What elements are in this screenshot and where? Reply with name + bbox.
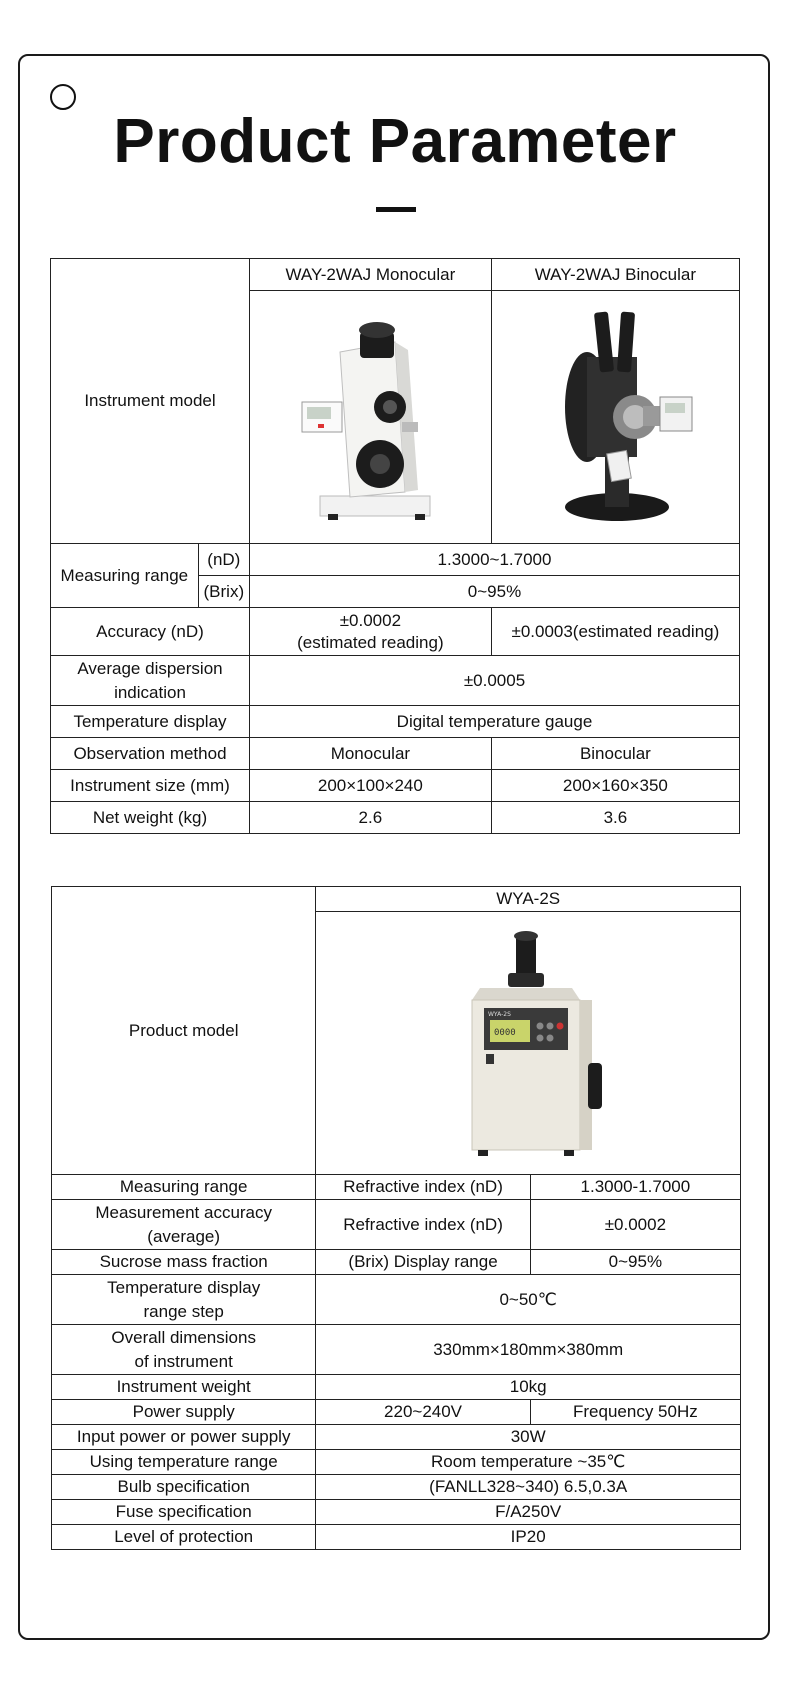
fuse-specification-label: Fuse specification (52, 1500, 316, 1525)
spec-table-wya-2s (51, 886, 741, 1550)
temperature-step-label-line1: Temperature display (107, 1277, 261, 1297)
measurement-accuracy-label-line2: (average) (147, 1226, 221, 1246)
accuracy-monocular-line1: ±0.0002 (339, 610, 402, 630)
device-screen-label: WYA-2S (488, 1011, 512, 1018)
accuracy-label: Accuracy (nD) (51, 608, 250, 656)
net-weight-binocular: 3.6 (491, 802, 739, 834)
instrument-weight-label: Instrument weight (52, 1375, 316, 1400)
observation-method-label: Observation method (51, 738, 250, 770)
dimensions-label-line2: of instrument (134, 1351, 233, 1371)
net-weight-label: Net weight (kg) (51, 802, 250, 834)
measurement-accuracy-value: ±0.0002 (530, 1200, 740, 1250)
measuring-range-brix-unit: (Brix) (198, 576, 249, 608)
model-header-monocular: WAY-2WAJ Monocular (249, 259, 491, 291)
dispersion-value: ±0.0005 (249, 656, 739, 706)
binocular-image-cell (491, 291, 739, 544)
temperature-step-label-line2: range step (143, 1301, 224, 1321)
bulb-specification-label: Bulb specification (52, 1475, 316, 1500)
instrument-weight-value: 10kg (316, 1375, 741, 1400)
title-underline (376, 207, 416, 212)
dimensions-value: 330mm×180mm×380mm (316, 1325, 741, 1375)
temperature-display-label: Temperature display (51, 706, 250, 738)
accuracy-binocular: ±0.0003(estimated reading) (491, 608, 739, 656)
product-model-label: Product model (52, 887, 316, 1175)
instrument-model-label: Instrument model (51, 259, 250, 544)
device-display-value: 0000 (494, 1028, 516, 1038)
measuring-range-label: Measuring range (52, 1175, 316, 1200)
temperature-range-label: Using temperature range (52, 1450, 316, 1475)
monocular-image-cell (249, 291, 491, 544)
measurement-accuracy-label (52, 1200, 316, 1250)
input-power-label: Input power or power supply (52, 1425, 316, 1450)
bulb-specification-value: (FANLL328~340) 6.5,0.3A (316, 1475, 741, 1500)
measuring-range-nd-value: 1.3000~1.7000 (249, 544, 739, 576)
power-supply-label: Power supply (52, 1400, 316, 1425)
digital-refractometer-image (428, 918, 628, 1168)
sucrose-type: (Brix) Display range (316, 1250, 530, 1275)
measuring-range-type: Refractive index (nD) (316, 1175, 530, 1200)
spec-table-way-2waj (50, 258, 740, 834)
temperature-display-value: Digital temperature gauge (249, 706, 739, 738)
instrument-size-label: Instrument size (mm) (51, 770, 250, 802)
accuracy-monocular-line2: (estimated reading) (297, 632, 444, 652)
net-weight-monocular: 2.6 (249, 802, 491, 834)
measuring-range-nd-unit: (nD) (198, 544, 249, 576)
dispersion-label (51, 656, 250, 706)
accuracy-monocular (249, 608, 491, 656)
binocular-refractometer-image (525, 302, 705, 532)
instrument-size-binocular: 200×160×350 (491, 770, 739, 802)
wya-2s-image-cell (316, 912, 741, 1175)
protection-level-label: Level of protection (52, 1525, 316, 1550)
sucrose-label: Sucrose mass fraction (52, 1250, 316, 1275)
protection-level-value: IP20 (316, 1525, 741, 1550)
dimensions-label (52, 1325, 316, 1375)
measuring-range-brix-value: 0~95% (249, 576, 739, 608)
sucrose-value: 0~95% (530, 1250, 740, 1275)
dispersion-label-line1: Average dispersion (77, 658, 223, 678)
dimensions-label-line1: Overall dimensions (111, 1327, 256, 1347)
power-supply-voltage: 220~240V (316, 1400, 530, 1425)
dispersion-label-line2: indication (114, 682, 186, 702)
monocular-refractometer-image (280, 302, 460, 532)
observation-binocular: Binocular (491, 738, 739, 770)
model-header-binocular: WAY-2WAJ Binocular (491, 259, 739, 291)
temperature-step-label (52, 1275, 316, 1325)
page-title: Product Parameter (113, 107, 677, 176)
fuse-specification-value: F/A250V (316, 1500, 741, 1525)
instrument-size-monocular: 200×100×240 (249, 770, 491, 802)
power-supply-frequency: Frequency 50Hz (530, 1400, 740, 1425)
measurement-accuracy-label-line1: Measurement accuracy (95, 1202, 273, 1222)
measuring-range-value: 1.3000-1.7000 (530, 1175, 740, 1200)
temperature-step-value: 0~50℃ (316, 1275, 741, 1325)
temperature-range-value: Room temperature ~35℃ (316, 1450, 741, 1475)
observation-monocular: Monocular (249, 738, 491, 770)
measuring-range-label: Measuring range (51, 544, 199, 608)
measurement-accuracy-type: Refractive index (nD) (316, 1200, 530, 1250)
input-power-value: 30W (316, 1425, 741, 1450)
product-model-name: WYA-2S (316, 887, 741, 912)
